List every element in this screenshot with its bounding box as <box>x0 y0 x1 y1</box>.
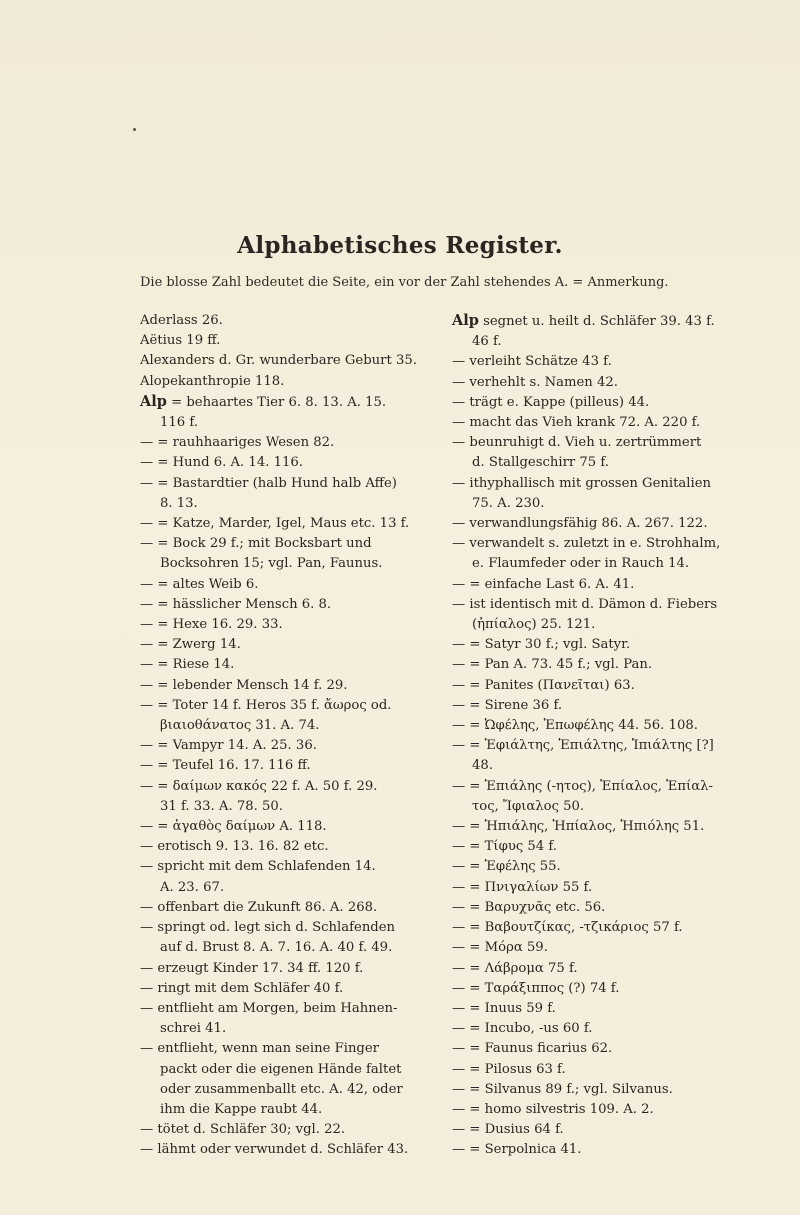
register-entry <box>452 898 752 918</box>
entry-line: — = Faunus ficarius 62. <box>452 1041 613 1057</box>
entry-line: — = Bastardtier (halb Hund halb Affe) <box>140 475 397 491</box>
entry-line: — verwandlungsfähig 86. A. 267. 122. <box>452 516 708 532</box>
register-entry <box>452 1039 752 1059</box>
register-entry <box>452 393 752 413</box>
entry-line: — = Ἠπιάλης, Ἠπίαλος, Ἠπιόλης 51. <box>452 819 705 835</box>
entry-line: Alp segnet u. heilt d. Schläfer 39. 43 f. <box>452 312 715 329</box>
entry-line: Aderlass 26. <box>140 313 223 328</box>
register-entry <box>140 534 430 574</box>
register-entry <box>140 331 430 351</box>
entry-line: — = Toter 14 f. Heros 35 f. ἄωρος od. <box>140 697 392 713</box>
entry-line: — = Pan A. 73. 45 f.; vgl. Pan. <box>452 657 653 673</box>
entry-line: — = Hund 6. A. 14. 116. <box>140 455 303 471</box>
entry-line: — ithyphallisch mit grossen Genitalien <box>452 475 711 491</box>
entry-continuation: oder zusammenballt etc. A. 42, oder <box>160 1081 403 1097</box>
page-title: Alphabetisches Register. <box>237 232 563 259</box>
register-entry <box>140 392 430 433</box>
register-entry <box>140 311 430 331</box>
register-entry <box>452 857 752 877</box>
register-entry <box>140 676 430 696</box>
entry-line: — spricht mit dem Schlafenden 14. <box>140 859 376 875</box>
register-entry <box>452 1120 752 1140</box>
entry-line: Alp = behaartes Tier 6. 8. 13. A. 15. <box>140 392 387 410</box>
register-entry <box>140 736 430 756</box>
entry-line: — = Ταράξιππος (?) 74 f. <box>452 980 620 996</box>
entry-line: — = Dusius 64 f. <box>452 1122 564 1138</box>
entry-line: — = Silvanus 89 f.; vgl. Silvanus. <box>452 1081 673 1097</box>
register-entry <box>452 474 752 514</box>
register-entry <box>452 635 752 655</box>
register-entry <box>140 979 430 999</box>
entry-line: — = rauhhaariges Wesen 82. <box>140 435 335 451</box>
entry-line: — = Inuus 59 f. <box>452 1000 556 1016</box>
entry-continuation: 46 f. <box>472 334 502 350</box>
register-entry <box>140 817 430 837</box>
entry-line: — macht das Vieh krank 72. A. 220 f. <box>452 415 701 431</box>
entry-line: — = Vampyr 14. A. 25. 36. <box>140 738 317 754</box>
register-entry <box>140 1039 430 1120</box>
entry-line: — = Teufel 16. 17. 116 ff. <box>140 758 311 774</box>
entry-continuation: ihm die Kappe raubt 44. <box>160 1101 323 1117</box>
register-entry <box>452 575 752 595</box>
entry-line: — tötet d. Schläfer 30; vgl. 22. <box>140 1122 346 1138</box>
entry-continuation: e. Flaumfeder oder in Rauch 14. <box>472 556 690 572</box>
entry-continuation: 116 f. <box>160 415 198 431</box>
entry-line: — = homo silvestris 109. A. 2. <box>452 1101 654 1117</box>
entry-line: — = Τίφυς 54 f. <box>452 839 557 855</box>
ink-speck <box>133 128 136 131</box>
register-entry <box>140 595 430 615</box>
entry-line: — = Katze, Marder, Igel, Maus etc. 13 f. <box>140 516 410 532</box>
entry-line: — = Zwerg 14. <box>140 637 241 653</box>
entry-line: — = altes Weib 6. <box>140 576 259 592</box>
register-entry <box>140 453 430 473</box>
register-entry <box>452 373 752 393</box>
register-entry <box>140 372 430 392</box>
entry-continuation: auf d. Brust 8. A. 7. 16. A. 40 f. 49. <box>160 940 393 956</box>
entry-line: — beunruhigt d. Vieh u. zertrümmert <box>452 435 702 451</box>
entry-line: — lähmt oder verwundet d. Schläfer 43. <box>140 1142 409 1158</box>
entry-line: — = Satyr 30 f.; vgl. Satyr. <box>452 637 631 653</box>
entry-line: — springt od. legt sich d. Schlafenden <box>140 920 396 936</box>
entry-continuation: Bocksohren 15; vgl. Pan, Faunus. <box>160 556 383 572</box>
entry-line: — = Incubo, -us 60 f. <box>452 1021 593 1037</box>
register-entry <box>452 655 752 675</box>
register-entry <box>140 575 430 595</box>
entry-line: — verhehlt s. Namen 42. <box>452 374 618 390</box>
entry-continuation: packt oder die eigenen Hände faltet <box>160 1061 402 1077</box>
entry-line: — = δαίμων κακός 22 f. A. 50 f. 29. <box>140 778 378 794</box>
register-entry <box>452 1060 752 1080</box>
register-entry <box>452 595 752 635</box>
register-entry <box>140 898 430 918</box>
register-entry <box>452 696 752 716</box>
entry-line: — = Serpolnica 41. <box>452 1142 582 1158</box>
register-entry <box>140 1120 430 1140</box>
entry-line: — = Hexe 16. 29. 33. <box>140 617 283 633</box>
entry-line: Aëtius 19 ff. <box>140 333 221 349</box>
register-entry <box>452 878 752 898</box>
register-entry <box>452 938 752 958</box>
register-entry <box>452 311 752 352</box>
entry-line: — erotisch 9. 13. 16. 82 etc. <box>140 839 329 855</box>
entry-line: — = ἀγαθὸς δαίμων A. 118. <box>140 819 327 835</box>
register-entry <box>452 1019 752 1039</box>
entry-line: — verwandelt s. zuletzt in e. Strohhalm, <box>452 536 721 552</box>
entry-line: — = lebender Mensch 14 f. 29. <box>140 677 348 693</box>
register-entry <box>452 837 752 857</box>
entry-continuation: (ἠπίαλος) 25. 121. <box>472 617 596 633</box>
register-entry <box>452 777 752 817</box>
entry-line: — = Ὠφέλης, Ἐπωφέλης 44. 56. 108. <box>452 718 698 734</box>
entry-continuation: A. 23. 67. <box>160 879 225 895</box>
entry-line: — = Pilosus 63 f. <box>452 1061 566 1077</box>
entry-line: — = Βαβουτζίκας, -τζικάριος 57 f. <box>452 920 683 936</box>
page-subtitle: Die blosse Zahl bedeutet die Seite, ein vor der Zahl stehendes A. = Anmerkung. <box>140 275 669 290</box>
entry-continuation: βιαιοθάνατος 31. A. 74. <box>160 718 320 734</box>
register-entry <box>140 615 430 635</box>
register-entry <box>140 351 430 371</box>
register-entry <box>140 474 430 514</box>
register-entry <box>452 676 752 696</box>
entry-continuation: d. Stallgeschirr 75 f. <box>472 455 609 471</box>
register-entry <box>452 1100 752 1120</box>
register-entry <box>452 413 752 433</box>
register-entry <box>140 433 430 453</box>
entry-line: — = Λάβρομα 75 f. <box>452 960 578 976</box>
left-column <box>140 311 430 1161</box>
register-entry <box>452 999 752 1019</box>
register-entry <box>452 534 752 574</box>
right-column <box>452 311 752 1161</box>
entry-continuation: 31 f. 33. A. 78. 50. <box>160 798 283 814</box>
register-entry <box>452 736 752 776</box>
register-entry <box>452 716 752 736</box>
entry-line: — = Bock 29 f.; mit Bocksbart und <box>140 536 372 552</box>
entry-continuation: schrei 41. <box>160 1021 227 1037</box>
entry-line: — offenbart die Zukunft 86. A. 268. <box>140 899 378 915</box>
entry-line: — verleiht Schätze 43 f. <box>452 354 612 370</box>
entry-line: — = Ἐφέλης 55. <box>452 859 561 875</box>
register-entry <box>140 756 430 776</box>
register-entry <box>140 635 430 655</box>
register-entry <box>140 777 430 817</box>
entry-line: — = Πνιγαλίων 55 f. <box>452 879 593 895</box>
register-entry <box>452 817 752 837</box>
register-entry <box>452 352 752 372</box>
entry-line: — entflieht, wenn man seine Finger <box>140 1041 379 1057</box>
register-entry <box>452 1140 752 1160</box>
register-entry <box>140 655 430 675</box>
entry-continuation: 75. A. 230. <box>472 495 545 511</box>
entry-continuation: 8. 13. <box>160 495 198 511</box>
register-entry <box>140 959 430 979</box>
entry-line: — erzeugt Kinder 17. 34 ff. 120 f. <box>140 960 364 976</box>
entry-line: — = Ἐπιάλης (-ητος), Ἐπίαλος, Ἐπίαλ- <box>452 778 713 794</box>
entry-line: — = Panites (Πανεῖται) 63. <box>452 677 635 693</box>
entry-line: — = einfache Last 6. A. 41. <box>452 576 635 592</box>
register-entry <box>140 837 430 857</box>
entry-continuation: 48. <box>472 758 493 774</box>
entry-line: — = Sirene 36 f. <box>452 697 563 713</box>
entry-line: Alexanders d. Gr. wunderbare Geburt 35. <box>140 353 417 369</box>
entry-line: Alopekanthropie 118. <box>140 373 285 389</box>
entry-line: — ringt mit dem Schläfer 40 f. <box>140 980 344 996</box>
entry-continuation: τος, Ἴφιαλος 50. <box>472 798 585 814</box>
register-entry <box>452 918 752 938</box>
register-entry <box>140 999 430 1039</box>
register-entry <box>452 979 752 999</box>
entry-line: — = hässlicher Mensch 6. 8. <box>140 596 332 612</box>
register-entry <box>140 857 430 897</box>
entry-line: — = Ἐφιάλτης, Ἐπιάλτης, Ἱπιάλτης [?] <box>452 738 714 754</box>
entry-line: — entflieht am Morgen, beim Hahnen- <box>140 1000 398 1016</box>
register-entry <box>140 514 430 534</box>
register-entry <box>452 959 752 979</box>
entry-line: — = Riese 14. <box>140 657 235 673</box>
entry-line: — trägt e. Kappe (pilleus) 44. <box>452 394 650 410</box>
entry-line: — = Βαρυχνᾶς etc. 56. <box>452 899 606 915</box>
register-entry <box>140 696 430 736</box>
register-entry <box>140 918 430 958</box>
entry-line: — ist identisch mit d. Dämon d. Fiebers <box>452 596 718 612</box>
register-entry <box>140 1140 430 1160</box>
register-entry <box>452 514 752 534</box>
register-entry <box>452 1080 752 1100</box>
entry-line: — = Μόρα 59. <box>452 940 548 956</box>
register-entry <box>452 433 752 473</box>
